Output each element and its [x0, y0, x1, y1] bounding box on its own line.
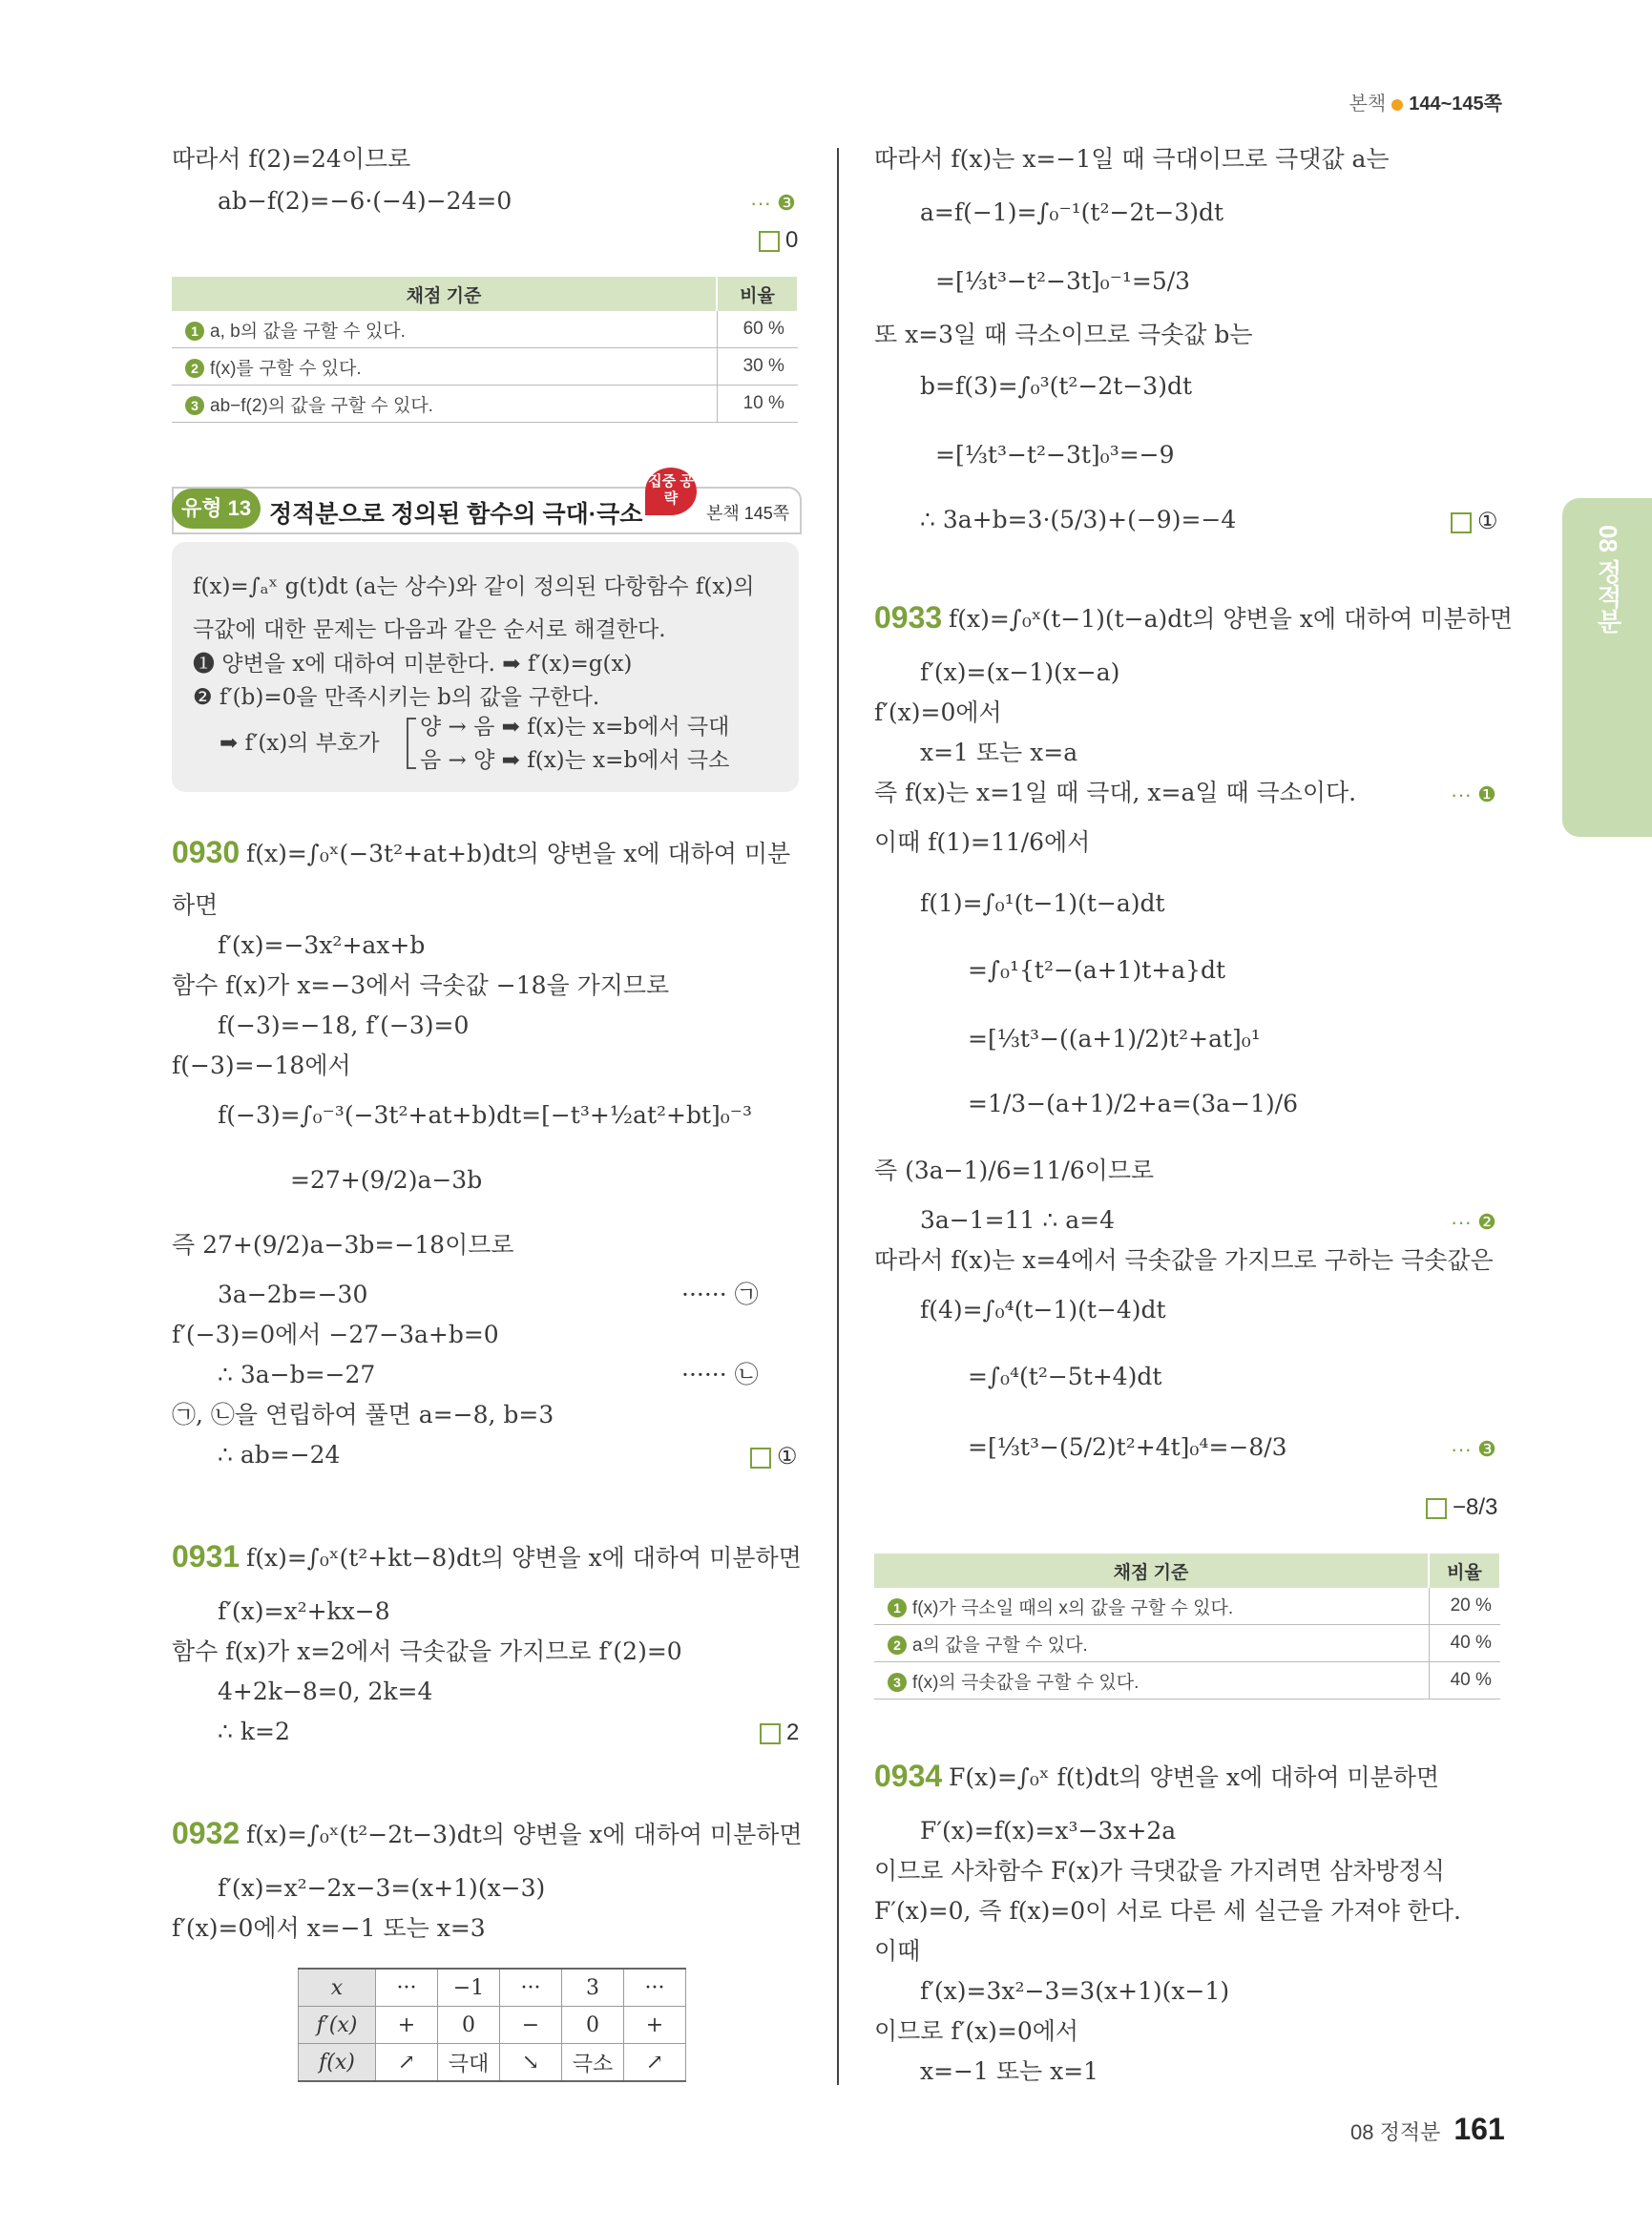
grade-rate: 60 %: [717, 311, 798, 348]
solution-line: =1/3−(a+1)/2+a=(3a−1)/6: [968, 1090, 1299, 1117]
table-row: [299, 1969, 686, 2007]
solution-line: 함수 f(x)가 x=−3에서 극솟값 −18을 가지므로: [172, 971, 670, 999]
table-row: [299, 2044, 686, 2082]
solution-line: ㉠, ㉡을 연립하여 풀면 a=−8, b=3: [172, 1401, 554, 1428]
sign-cell: 극소: [562, 2044, 624, 2082]
grade-header-rate: 비율: [1429, 1553, 1500, 1588]
step-number-icon: 3: [185, 396, 204, 415]
problem-number: 0934: [874, 1759, 943, 1793]
solution-line: 하면: [172, 891, 219, 919]
answer-label: [750, 1443, 798, 1470]
equation-tag: ······ ㉠: [681, 1281, 759, 1308]
sign-cell: +: [624, 2007, 686, 2044]
footer-chapter: 08 정적분: [1350, 2120, 1441, 2144]
concept-line: 양 → 음 ➡ f(x)는 x=b에서 극대: [420, 715, 730, 740]
solution-line: ∴ ab=−24: [218, 1441, 341, 1469]
solution-line: =[⅓t³−((a+1)/2)t²+at]₀¹: [968, 1025, 1261, 1053]
solution-line: f′(x)=−3x²+ax+b: [218, 931, 426, 959]
table-row: [172, 311, 798, 348]
grade-rate: 40 %: [1429, 1662, 1500, 1699]
answer-icon: [759, 231, 780, 252]
sign-cell: ···: [624, 1969, 686, 2007]
grade-header-criteria: 채점 기준: [874, 1553, 1429, 1588]
concept-line: f(x)=∫ₐˣ g(t)dt (a는 상수)와 같이 정의된 다항함수 f(x)의: [193, 574, 755, 599]
step-mark: ··· ❸: [750, 191, 796, 215]
solution-line: F(x)=∫₀ˣ f(t)dt의 양변을 x에 대하여 미분하면: [949, 1763, 1440, 1791]
page-number: 161: [1453, 2112, 1505, 2146]
step-mark: ··· ❸: [1451, 1437, 1496, 1461]
chapter-side-tab[interactable]: [1562, 498, 1652, 837]
sign-table: [298, 1968, 686, 2082]
focus-badge: 집중 공략: [645, 468, 697, 515]
solution-line: ∴ 3a−b=−27: [218, 1361, 376, 1388]
answer-icon: [760, 1723, 781, 1744]
grade-rate: 30 %: [717, 348, 798, 386]
solution-line: =∫₀⁴(t²−5t+4)dt: [968, 1363, 1162, 1390]
answer-value: ①: [1477, 509, 1498, 534]
page-footer: [1350, 2112, 1505, 2147]
solution-line: 또 x=3일 때 극소이므로 극솟값 b는: [874, 321, 1253, 348]
solution-line: 3a−1=11 ∴ a=4: [920, 1206, 1115, 1234]
solution-line: f(x)=∫₀ˣ(−3t²+at+b)dt의 양변을 x에 대하여 미분: [246, 840, 791, 867]
solution-line: =[⅓t³−(5/2)t²+4t]₀⁴=−8/3: [968, 1433, 1287, 1461]
header-book: 본책: [1349, 94, 1387, 115]
answer-label: [760, 1720, 799, 1746]
grade-rate: 20 %: [1429, 1588, 1500, 1625]
sign-cell: 3: [562, 1969, 624, 2007]
solution-line: b=f(3)=∫₀³(t²−2t−3)dt: [920, 372, 1193, 400]
solution-line: f′(x)=x²+kx−8: [218, 1597, 390, 1625]
grade-rate: 40 %: [1429, 1625, 1500, 1662]
sign-cell: +: [376, 2007, 438, 2044]
table-row: [874, 1662, 1500, 1699]
solution-line: 따라서 f(x)는 x=4에서 극솟값을 가지므로 구하는 극솟값은: [874, 1246, 1494, 1274]
solution-line: =∫₀¹{t²−(a+1)t+a}dt: [968, 956, 1226, 984]
page-header: [1349, 88, 1502, 115]
problem-number: 0930: [172, 835, 240, 869]
solution-line: f(1)=∫₀¹(t−1)(t−a)dt: [920, 889, 1165, 917]
solution-line: f′(x)=0에서: [874, 698, 1002, 726]
solution-line: x=−1 또는 x=1: [920, 2057, 1099, 2085]
sign-cell: −1: [438, 1969, 500, 2007]
sign-cell: ↗: [376, 2044, 438, 2082]
type-reference: 본책 145쪽: [706, 504, 790, 523]
problem-number: 0932: [172, 1816, 240, 1850]
grade-criteria: f(x)를 구할 수 있다.: [210, 358, 362, 379]
step-mark: ··· ❷: [1451, 1210, 1496, 1234]
side-tab-label: 08 정적분: [1594, 525, 1622, 635]
answer-value: 0: [785, 227, 799, 253]
sign-cell: ↘: [500, 2044, 562, 2082]
solution-line: F′(x)=f(x)=x³−3x+2a: [920, 1817, 1177, 1845]
sign-cell: x: [299, 1969, 376, 2007]
answer-value: −8/3: [1453, 1494, 1498, 1520]
solution-line: F′(x)=0, 즉 f(x)=0이 서로 다른 세 실근을 가져야 한다.: [874, 1897, 1461, 1925]
type-title: 정적분으로 정의된 함수의 극대·극소: [269, 501, 643, 528]
sign-cell: f(x): [299, 2044, 376, 2082]
problem-number: 0931: [172, 1539, 240, 1574]
header-pages: 144~145쪽: [1409, 94, 1502, 115]
solution-line: f(−3)=−18, f′(−3)=0: [218, 1011, 470, 1039]
solution-line: x=1 또는 x=a: [920, 739, 1078, 766]
answer-icon: [750, 1448, 771, 1469]
grade-criteria: ab−f(2)의 값을 구할 수 있다.: [210, 395, 433, 416]
grade-rate: 10 %: [717, 386, 798, 423]
concept-line: ❶ 양변을 x에 대하여 미분한다. ➡ f′(x)=g(x): [193, 652, 633, 677]
table-row: [874, 1625, 1500, 1662]
answer-value: ①: [777, 1444, 798, 1470]
solution-line: f(−3)=−18에서: [172, 1052, 351, 1079]
solution-line: 함수 f(x)가 x=2에서 극솟값을 가지므로 f′(2)=0: [172, 1637, 682, 1665]
sign-cell: ···: [376, 1969, 438, 2007]
solution-line: ∴ k=2: [218, 1718, 290, 1745]
problem-number: 0933: [874, 600, 943, 635]
grading-table: [874, 1553, 1501, 1699]
solution-line: f′(−3)=0에서 −27−3a+b=0: [172, 1321, 499, 1348]
sign-cell: f′(x): [299, 2007, 376, 2044]
solution-line: 이때 f(1)=11/6에서: [874, 828, 1091, 856]
solution-line: f(4)=∫₀⁴(t−1)(t−4)dt: [920, 1296, 1166, 1324]
solution-line: 4+2k−8=0, 2k=4: [218, 1678, 433, 1705]
solution-line: f(x)=∫₀ˣ(t²+kt−8)dt의 양변을 x에 대하여 미분하면: [246, 1544, 802, 1572]
grade-criteria: f(x)의 극솟값을 구할 수 있다.: [912, 1672, 1140, 1693]
concept-line: 음 → 양 ➡ f(x)는 x=b에서 극소: [420, 748, 730, 773]
solution-line: ∴ 3a+b=3·(5/3)+(−9)=−4: [920, 506, 1237, 533]
answer-label: [1426, 1494, 1497, 1521]
bullet-dot-icon: [1391, 99, 1403, 111]
answer-label: [1451, 508, 1498, 535]
sign-cell: ↗: [624, 2044, 686, 2082]
solution-line: 즉 f(x)는 x=1일 때 극대, x=a일 때 극소이다.: [874, 779, 1357, 806]
left-line: 따라서 f(2)=24이므로: [172, 145, 411, 173]
table-row: [299, 2007, 686, 2044]
concept-line: ❷ f′(b)=0을 만족시키는 b의 값을 구한다.: [193, 685, 600, 710]
solution-line: =[⅓t³−t²−3t]₀³=−9: [935, 441, 1175, 469]
grade-criteria: a의 값을 구할 수 있다.: [912, 1635, 1088, 1656]
step-number-icon: 1: [888, 1598, 907, 1617]
solution-line: f(−3)=∫₀⁻³(−3t²+at+b)dt=[−t³+½at²+bt]₀⁻³: [218, 1101, 753, 1129]
solution-line: 즉 27+(9/2)a−3b=−18이므로: [172, 1231, 514, 1259]
answer-icon: [1426, 1498, 1447, 1519]
sign-cell: 0: [438, 2007, 500, 2044]
type-badge: 유형 13: [172, 489, 261, 529]
grade-criteria: a, b의 값을 구할 수 있다.: [210, 321, 406, 342]
solution-line: 3a−2b=−30: [218, 1281, 368, 1308]
sign-cell: 0: [562, 2007, 624, 2044]
grade-criteria: f(x)가 극소일 때의 x의 값을 구할 수 있다.: [912, 1597, 1234, 1618]
solution-line: 이때: [874, 1937, 921, 1965]
step-number-icon: 1: [185, 322, 204, 341]
answer-value: 2: [786, 1720, 800, 1745]
solution-line: f′(x)=x²−2x−3=(x+1)(x−3): [218, 1874, 546, 1902]
solution-line: f′(x)=0에서 x=−1 또는 x=3: [172, 1914, 486, 1942]
sign-cell: −: [500, 2007, 562, 2044]
sign-cell: ···: [500, 1969, 562, 2007]
solution-line: 이므로 사차함수 F(x)가 극댓값을 가지려면 삼차방정식: [874, 1857, 1445, 1885]
equation-tag: ······ ㉡: [681, 1361, 759, 1388]
solution-line: 이므로 f′(x)=0에서: [874, 2017, 1079, 2045]
table-row: [172, 386, 798, 423]
solution-line: 즉 (3a−1)/6=11/6이므로: [874, 1157, 1155, 1184]
solution-line: f(x)=∫₀ˣ(t−1)(t−a)dt의 양변을 x에 대하여 미분하면: [949, 605, 1513, 633]
step-number-icon: 3: [888, 1673, 907, 1692]
solution-line: f′(x)=3x²−3=3(x+1)(x−1): [920, 1977, 1230, 2005]
step-mark: ··· ❶: [1451, 782, 1496, 806]
concept-line: ➡ f′(x)의 부호가: [220, 731, 380, 756]
solution-line: f′(x)=(x−1)(x−a): [920, 658, 1120, 686]
step-number-icon: 2: [185, 359, 204, 378]
solution-line: =27+(9/2)a−3b: [290, 1166, 483, 1194]
concept-line: 극값에 대한 문제는 다음과 같은 순서로 해결한다.: [193, 617, 666, 642]
column-divider: [837, 148, 839, 2085]
solution-line: a=f(−1)=∫₀⁻¹(t²−2t−3)dt: [920, 198, 1224, 226]
sign-cell: 극대: [438, 2044, 500, 2082]
answer-icon: [1451, 512, 1472, 533]
solution-line: =[⅓t³−t²−3t]₀⁻¹=5/3: [935, 267, 1191, 295]
table-row: [172, 348, 798, 386]
step-number-icon: 2: [888, 1636, 907, 1655]
solution-line: 따라서 f(x)는 x=−1일 때 극대이므로 극댓값 a는: [874, 145, 1390, 173]
left-line: ab−f(2)=−6·(−4)−24=0: [218, 187, 512, 215]
answer-label: [759, 227, 798, 254]
grading-table: [172, 277, 799, 423]
grade-header-rate: 비율: [717, 277, 798, 311]
grade-header-criteria: 채점 기준: [172, 277, 717, 311]
bracket-icon: [407, 718, 416, 769]
table-row: [874, 1588, 1500, 1625]
solution-line: f(x)=∫₀ˣ(t²−2t−3)dt의 양변을 x에 대하여 미분하면: [246, 1821, 803, 1848]
